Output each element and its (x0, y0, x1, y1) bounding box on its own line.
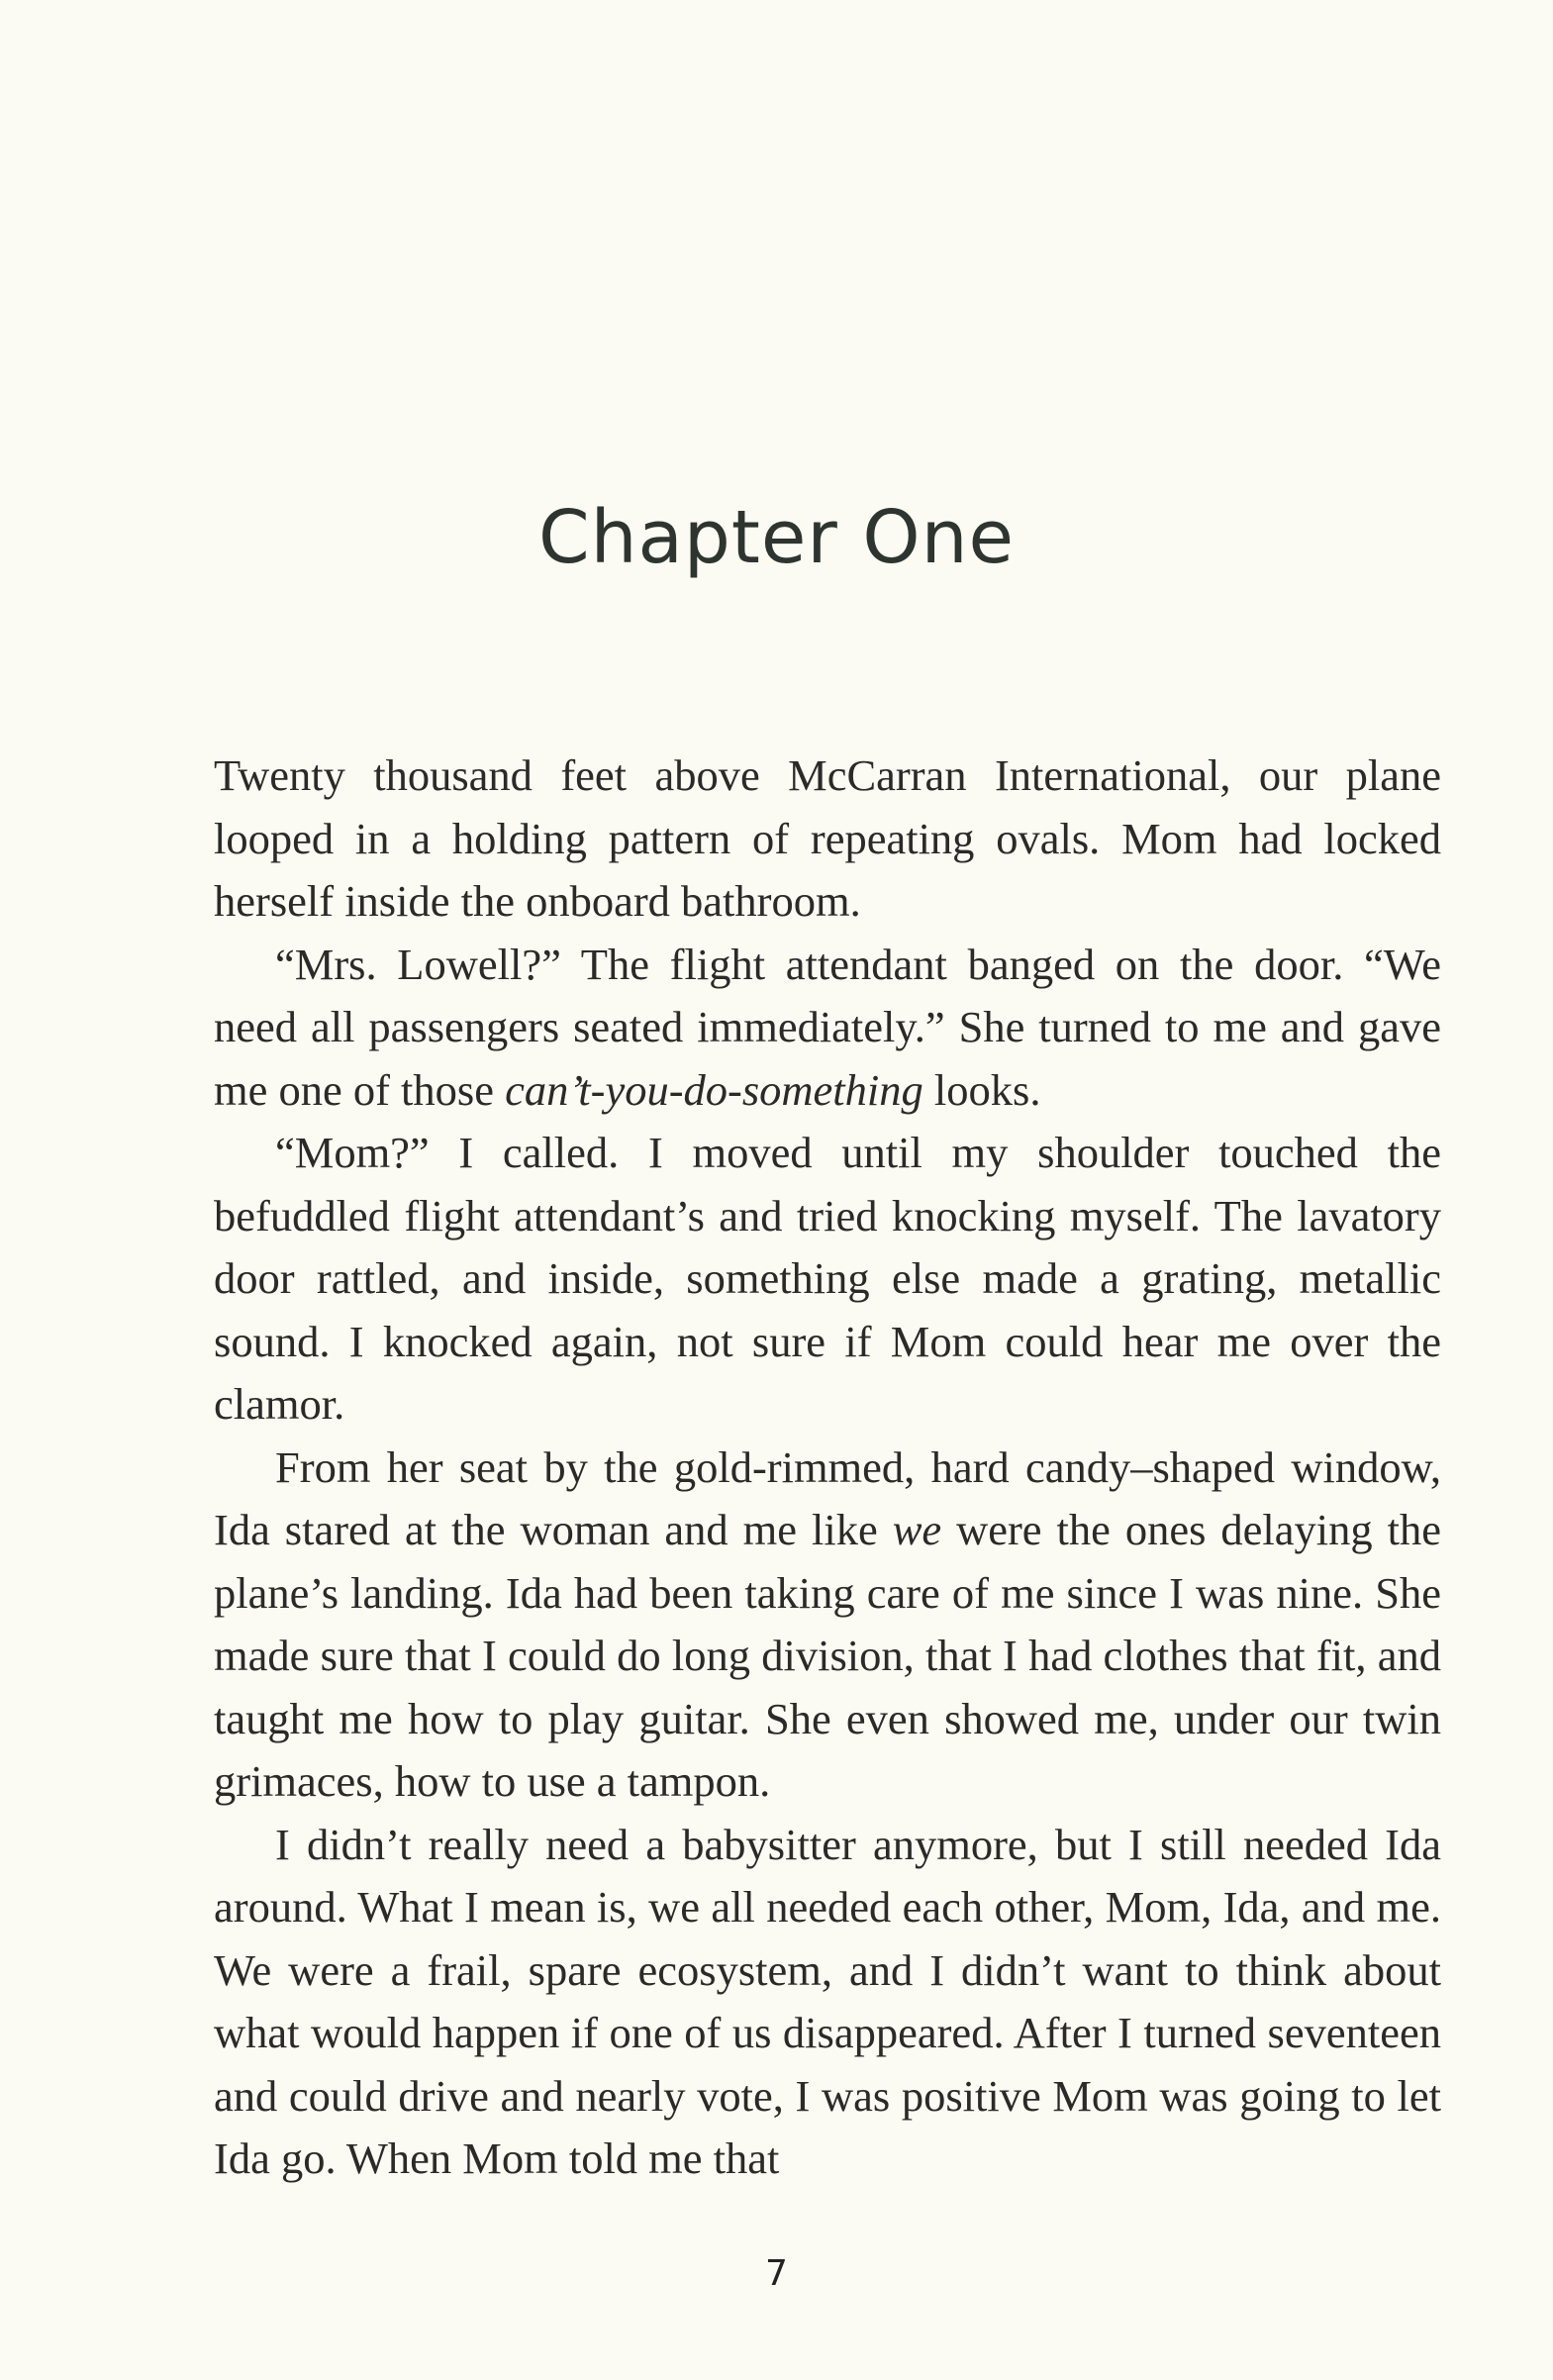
page-number: 7 (765, 2253, 788, 2294)
paragraph-4 (214, 1437, 1441, 1814)
paragraph-2-emphasis: can’t-you-do-something (505, 1064, 923, 1115)
paragraph-5: I didn’t really need a babysitter anymore, but I still needed Ida around. What I mean is, we all needed each other, Mom, Ida, and me. We were a frail, spare ecosystem, and I didn’t want to think about what would happen if one of us disappeared. After I turned seventeen and could drive and nearly vote, I was positive Mom was going to let Ida go. When Mom told me that (214, 1819, 1441, 2183)
paragraph-2-text-a: “Mrs. Lowell?” The flight attendant banged on the door. “We need all passengers seated immediately.” She turned to me and gave me one of those (214, 939, 1441, 1115)
paragraph-2-text-b: looks. (922, 1064, 1041, 1115)
paragraph-3: “Mom?” I called. I moved until my shoulder touched the befuddled flight attendant’s and tried knocking myself. The lavatory door rattled, and inside, something else made a grating, metallic sound. I knocked again, not sure if Mom could hear me over the clamor. (214, 1128, 1441, 1429)
paragraph-1: Twenty thousand feet above McCarran International, our plane looped in a holding pattern of repeating ovals. Mom had locked herself inside the onboard bathroom. (214, 750, 1441, 926)
paragraph-4-text-b: were the ones delaying the plane’s landing. Ida had been taking care of me since I was nine. She made sure that I could do long division, that I had clothes that fit, and taught me how to play guitar. She even showed me, under our twin grimaces, how to use a tampon. (214, 1505, 1441, 1806)
paragraph-2 (214, 934, 1441, 1123)
paragraph-4-emphasis: we (892, 1505, 942, 1554)
paragraph-4-text-a: From her seat by the gold-rimmed, hard candy–shaped window, Ida stared at the woman and me like (214, 1441, 1441, 1554)
chapter-title: Chapter One (537, 495, 1016, 580)
chapter-body (214, 744, 1441, 2191)
